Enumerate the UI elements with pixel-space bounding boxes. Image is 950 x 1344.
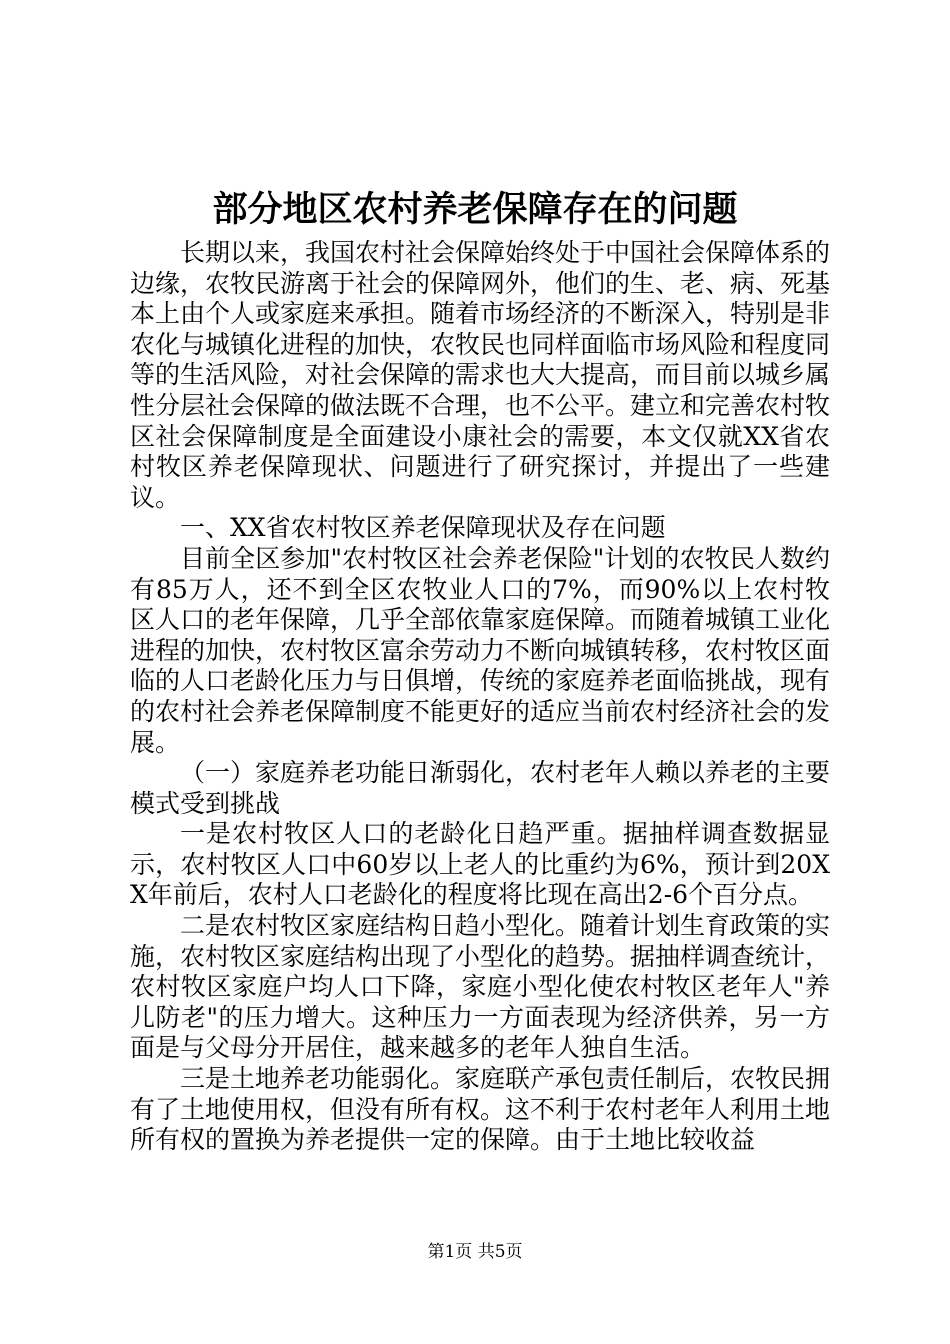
document-title: 部分地区农村养老保障存在的问题 <box>212 189 738 230</box>
page-footer: 第1页 共5页 <box>427 1242 523 1262</box>
paragraph: 长期以来，我国农村社会保障始终处于中国社会保障体系的边缘，农牧民游离于社会的保障网外，他们的生、老、病、死基本上由个人或家庭来承担。随着市场经济的不断深入，特别是非农化与城镇化进程的加快，农牧民也同样面临市场风险和程度同等的生活风险，对社会保障的需求也大大提高，而目前以城乡属性分层社会保障的做法既不合理，也不公平。建立和完善农村牧区社会保障制度是全面建设小康社会的需要，本文仅就XX省农村牧区养老保障现状、问题进行了研究探讨，并提出了一些建议。 <box>130 238 831 512</box>
document-body <box>130 238 830 1156</box>
paragraph: 二是农村牧区家庭结构日趋小型化。随着计划生育政策的实施，农村牧区家庭结构出现了小型化的趋势。据抽样调查统计，农村牧区家庭户均人口下降，家庭小型化使农村牧区老年人"养儿防老"的压力增大。这种压力一方面表现为经济供养，另一方面是与父母分开居住，越来越多的老年人独自生活。 <box>130 911 831 1063</box>
section-heading: 一、XX省农村牧区养老保障现状及存在问题 <box>180 513 666 543</box>
paragraph: 目前全区参加"农村牧区社会养老保险"计划的农牧民人数约有85万人，还不到全区农牧业人口的7%，而90%以上农村牧区人口的老年保障，几乎全部依靠家庭保障。而随着城镇工业化进程的加快，农村牧区富余劳动力不断向城镇转移，农村牧区面临的人口老龄化压力与日俱增，传统的家庭养老面临挑战，现有的农村社会养老保障制度不能更好的适应当前农村经济社会的发展。 <box>130 543 831 757</box>
subsection-heading: （一）家庭养老功能日渐弱化，农村老年人赖以养老的主要模式受到挑战 <box>130 758 831 818</box>
paragraph: 三是土地养老功能弱化。家庭联产承包责任制后，农牧民拥有了土地使用权，但没有所有权。这不利于农村老年人利用土地所有权的置换为养老提供一定的保障。由于土地比较收益 <box>130 1064 831 1155</box>
paragraph: 一是农村牧区人口的老龄化日趋严重。据抽样调查数据显示，农村牧区人口中60岁以上老人的比重约为6%，预计到20XX年前后，农村人口老龄化的程度将比现在高出2-6个百分点。 <box>130 819 830 910</box>
